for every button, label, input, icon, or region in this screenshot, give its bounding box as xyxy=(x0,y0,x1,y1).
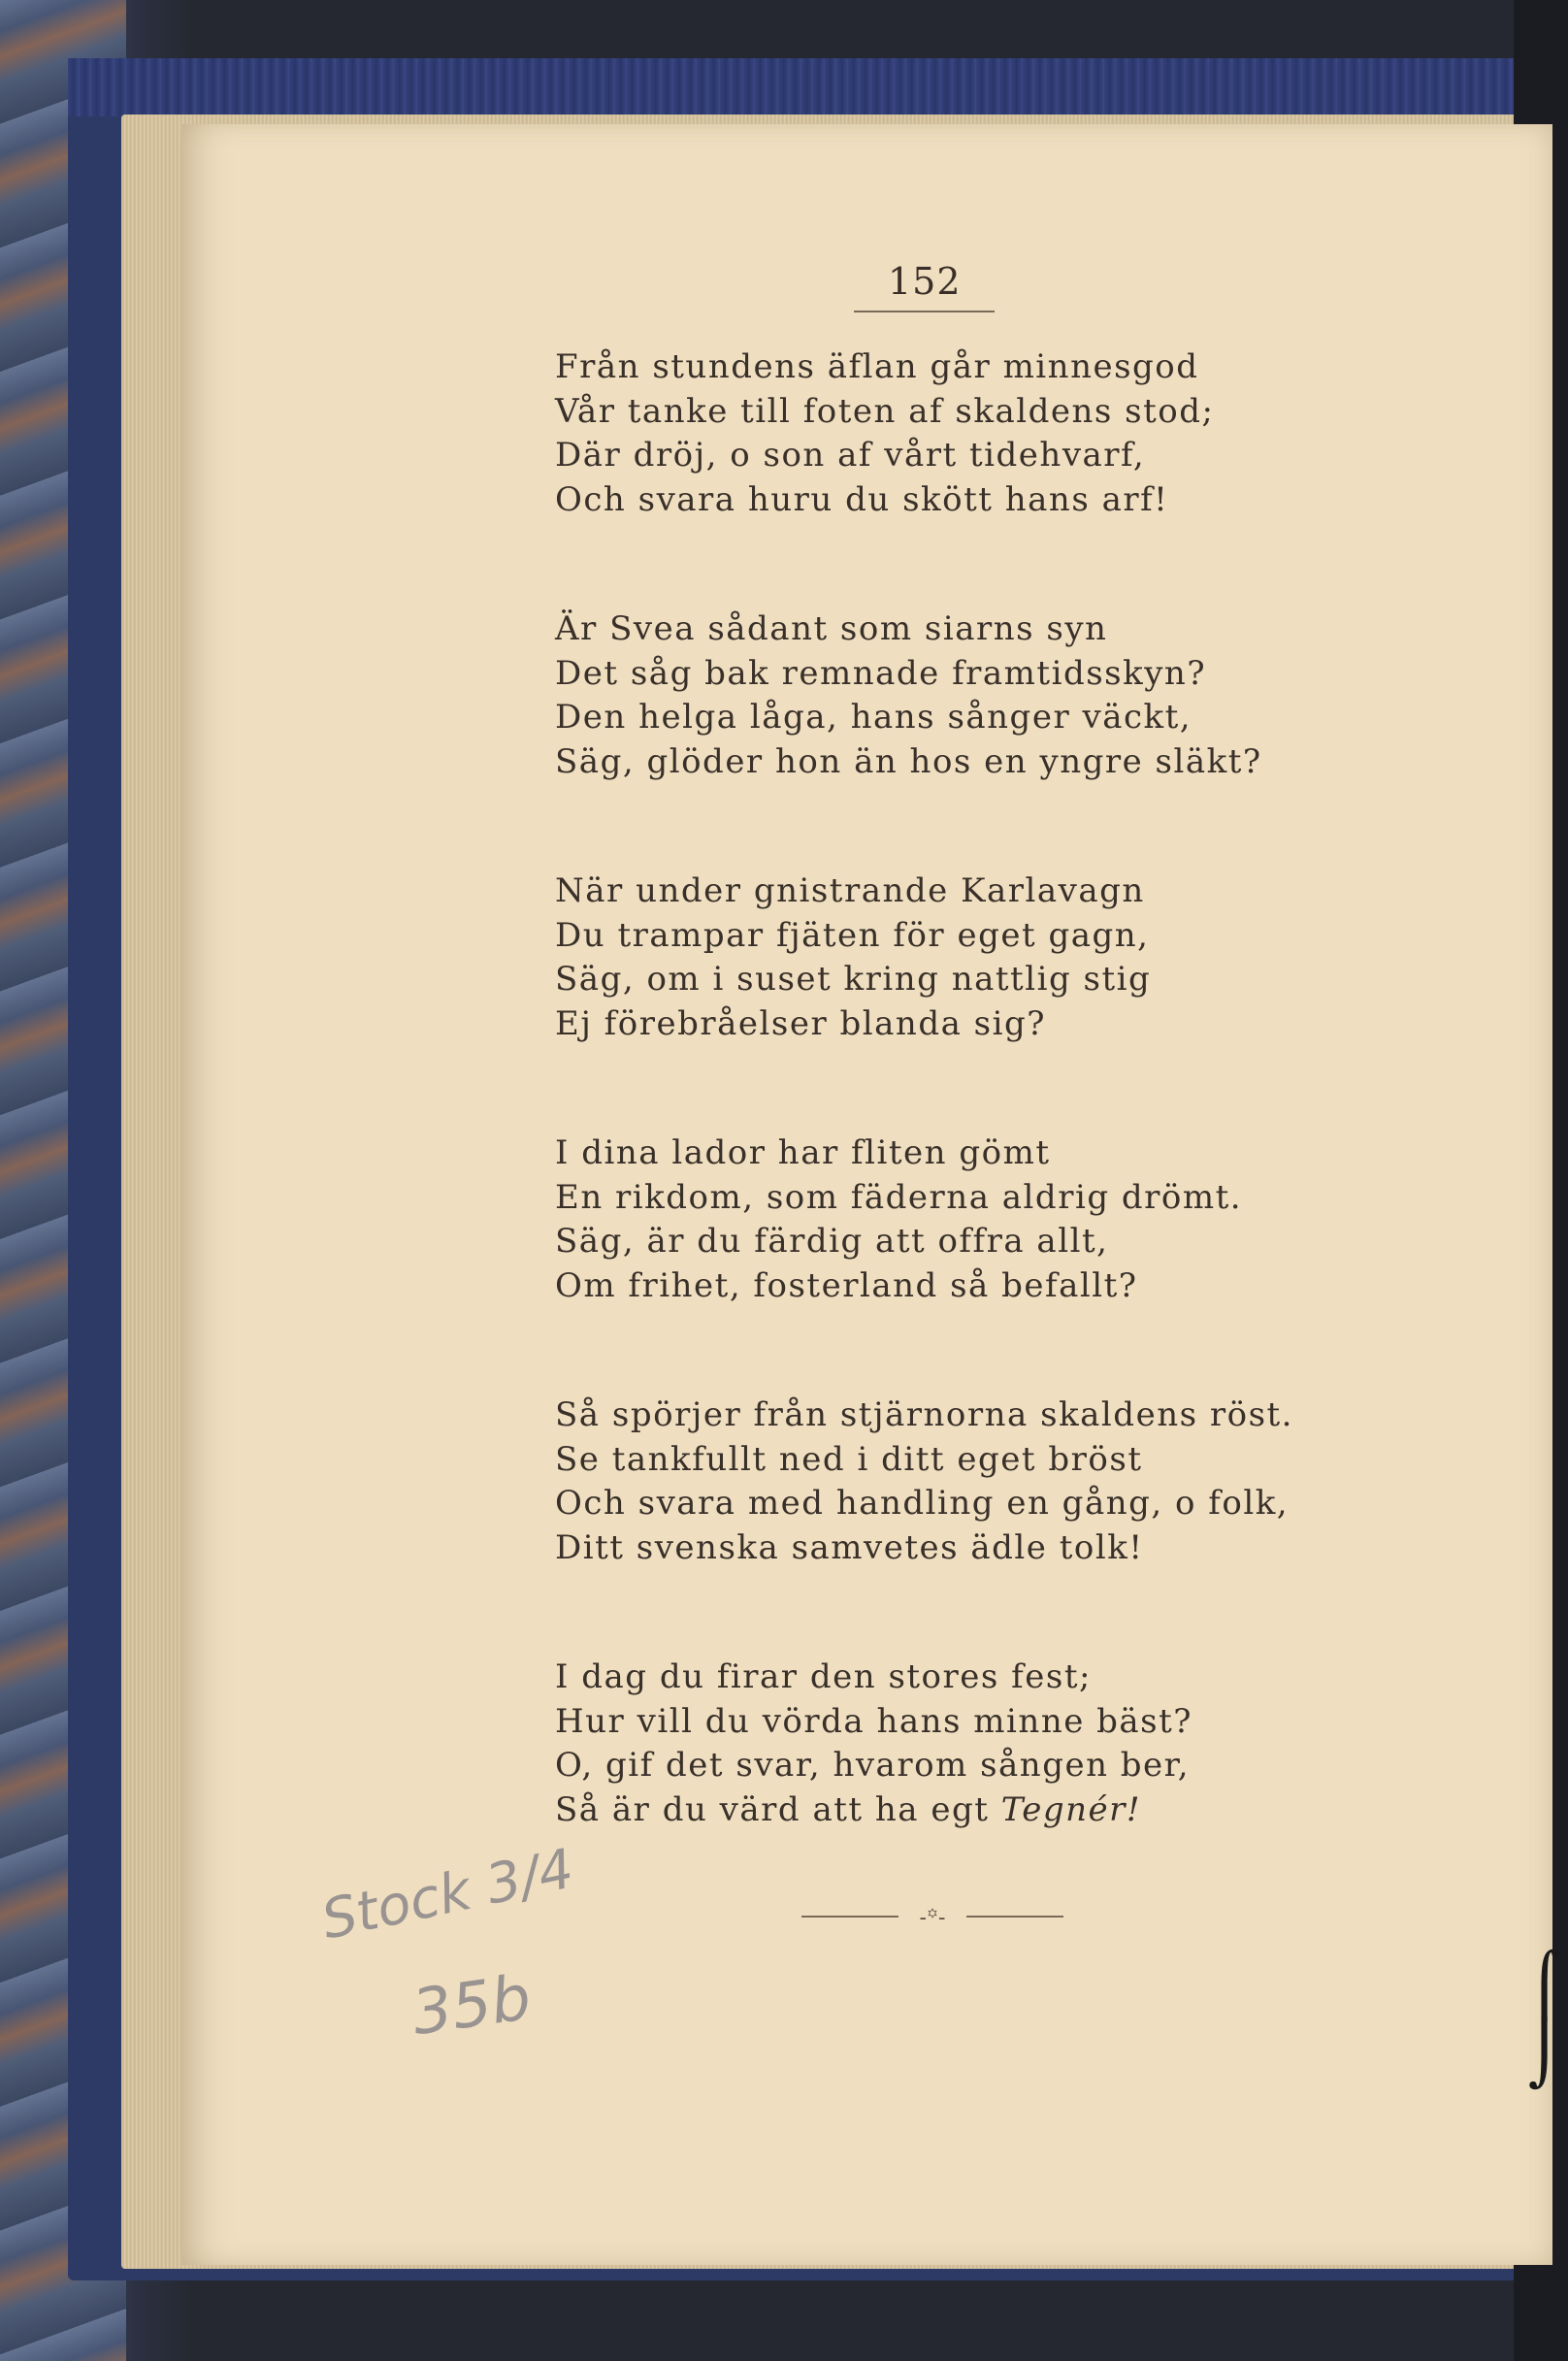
poem-line: Den helga låga, hans sånger väckt, xyxy=(555,698,1192,737)
cloth-binding-top xyxy=(68,58,1568,116)
poem-line: Är Svea sådant som siarns syn xyxy=(555,609,1108,648)
poem-line: I dag du firar den stores fest; xyxy=(555,1657,1092,1696)
poem-line: Så spörjer från stjärnorna skaldens röst. xyxy=(555,1395,1293,1434)
poem-line: Säg, om i suset kring nattlig stig xyxy=(555,960,1152,999)
poem-line: Ditt svenska samvetes ädle tolk! xyxy=(555,1527,1144,1567)
ornament-rule-right xyxy=(966,1916,1063,1918)
poem-line: Se tankfullt ned i ditt eget bröst xyxy=(555,1439,1143,1479)
poem-line-text: Så är du värd att ha egt xyxy=(555,1789,1001,1829)
stanza-1 xyxy=(555,345,1428,522)
poem-line: Och svara med handling en gång, o folk, xyxy=(555,1484,1290,1523)
pencil-annotation: 35b xyxy=(408,1961,536,2050)
poem-line: När under gnistrande Karlavagn xyxy=(555,871,1145,910)
poem-line: Du trampar fjäten för eget gagn, xyxy=(555,915,1150,955)
poem-line: I dina lador har fliten gömt xyxy=(555,1133,1051,1172)
header-rule xyxy=(854,311,995,312)
poem-line: Ej förebråelser blanda sig? xyxy=(555,1003,1046,1043)
poem-line: Säg, är du färdig att offra allt, xyxy=(555,1222,1109,1261)
pencil-annotation: Stock 3/4 xyxy=(316,1837,579,1952)
page-number: 152 xyxy=(888,260,962,303)
poem-line: Hur vill du vörda hans minne bäst? xyxy=(555,1701,1193,1741)
stanza-6 xyxy=(555,1656,1428,1832)
poem-line: En rikdom, som fäderna aldrig drömt. xyxy=(555,1177,1243,1217)
edge-mark: ⌡ xyxy=(1528,2018,1561,2090)
end-ornament xyxy=(801,1902,1063,1931)
poem-line: Och svara huru du skött hans arf! xyxy=(555,479,1169,519)
poem-line: Från stundens äflan går minnesgod xyxy=(555,347,1199,386)
poem-line: Vår tanke till foten af skaldens stod; xyxy=(555,391,1215,431)
stanza-4 xyxy=(555,1131,1428,1308)
stanza-5 xyxy=(555,1394,1428,1570)
ornament-rule-left xyxy=(801,1916,898,1918)
poem-line: O, gif det svar, hvarom sången ber, xyxy=(555,1746,1191,1785)
poem-line: Säg, glöder hon än hos en yngre släkt? xyxy=(555,741,1262,781)
edge-mark: ⌠ xyxy=(1528,1951,1561,2022)
poem xyxy=(555,345,1428,1832)
poem-line: Om frihet, fosterland så befallt? xyxy=(555,1265,1138,1305)
signature-tegner: Tegnér! xyxy=(1000,1789,1142,1829)
stanza-3 xyxy=(555,869,1428,1046)
ornament-icon: -꙳- xyxy=(919,1906,946,1930)
stanza-2 xyxy=(555,607,1428,784)
poem-line: Där dröj, o son af vårt tidehvarf, xyxy=(555,436,1146,475)
poem-line xyxy=(555,1788,1428,1833)
poem-line: Det såg bak remnade framtidsskyn? xyxy=(555,653,1207,693)
